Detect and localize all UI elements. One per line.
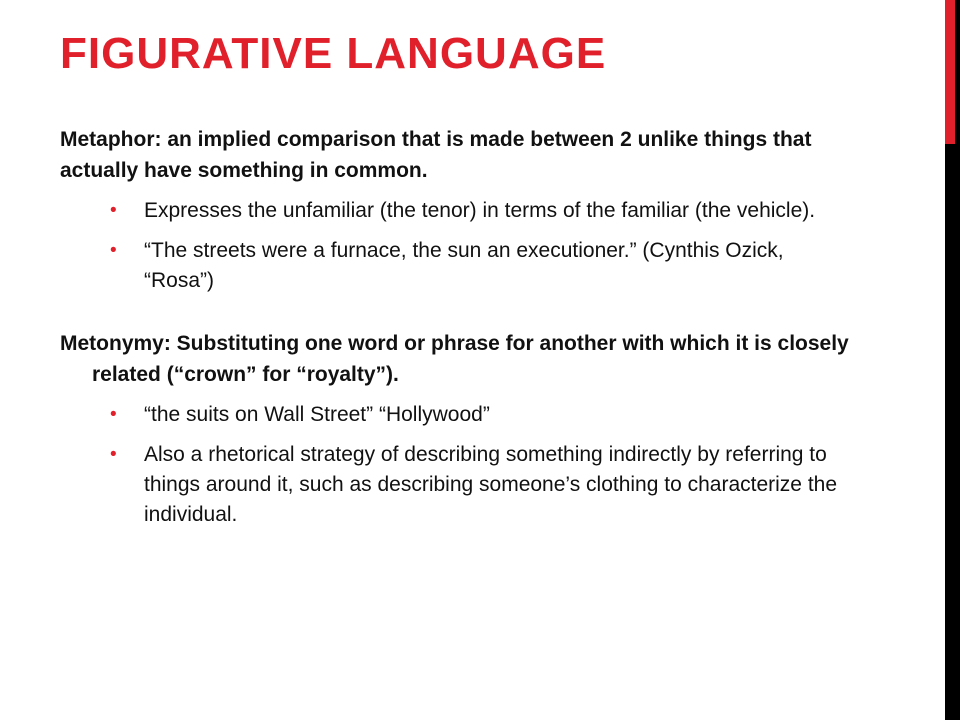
bullet-dot-icon: • <box>110 200 117 221</box>
bullet-dot-icon: • <box>110 444 117 465</box>
bullet-dot-icon: • <box>110 404 117 425</box>
metonymy-definition: Metonymy: Substituting one word or phrase for another with which it is closely related (“crown” for “royalty”). <box>60 332 849 386</box>
metaphor-bullets <box>60 196 850 296</box>
bullet-text: Also a rhetorical strategy of describing something indirectly by referring to things around it, such as describing someone’s clothing to characterize the individual. <box>144 443 838 526</box>
bullet-text: Expresses the unfamiliar (the tenor) in terms of the familiar (the vehicle). <box>144 199 816 222</box>
bullet-text: “The streets were a furnace, the sun an executioner.” (Cynthis Ozick, “Rosa”) <box>144 239 784 292</box>
bullet-item <box>60 400 850 430</box>
bullet-dot-icon: • <box>110 240 117 261</box>
right-edge-accent <box>945 0 955 144</box>
slide-content <box>60 124 850 540</box>
section-spacer <box>60 306 850 328</box>
bullet-text: “the suits on Wall Street” “Hollywood” <box>144 403 490 426</box>
metaphor-definition: Metaphor: an implied comparison that is made between 2 unlike things that actually have something in common. <box>60 128 812 182</box>
slide-title: FIGURATIVE LANGUAGE <box>60 29 607 78</box>
metonymy-bullets <box>60 400 850 530</box>
bullet-item <box>60 440 850 530</box>
bullet-item <box>60 236 850 296</box>
bullet-item <box>60 196 850 226</box>
